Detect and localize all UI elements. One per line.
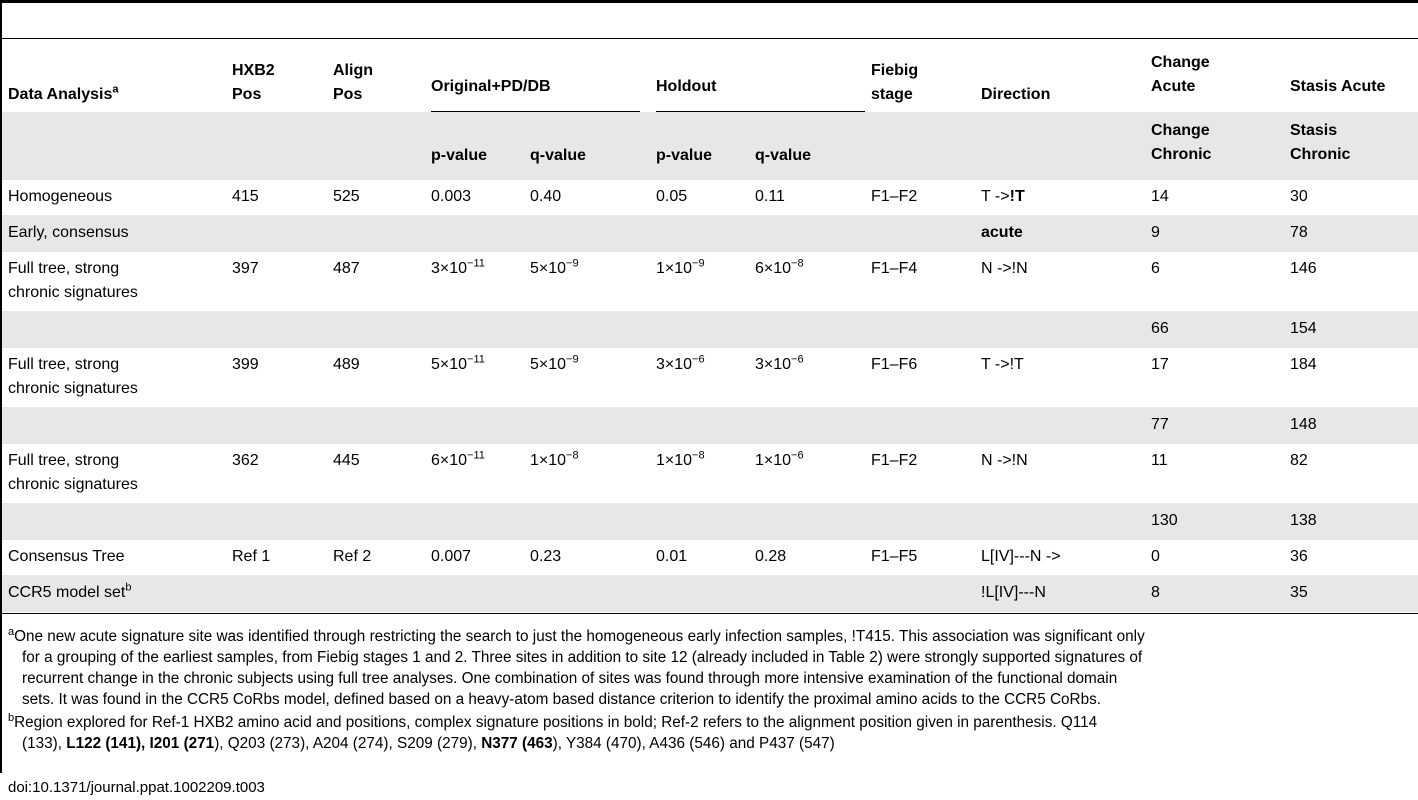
- row-band: [2, 311, 1418, 348]
- header-data-analysis: Data Analysis$^a$: [8, 83, 119, 103]
- cell-q-holdout: 0.11: [755, 188, 785, 205]
- row-band: [2, 575, 1418, 612]
- cell-direction: acute: [981, 224, 1023, 241]
- cell-direction: N ->!N: [981, 452, 1028, 469]
- cell-stasis: 138: [1290, 512, 1317, 529]
- row-band: [2, 407, 1418, 444]
- holdout-underline: [656, 111, 865, 112]
- cell-hxb2: Ref 1: [232, 548, 271, 565]
- cell-hxb2: 415: [232, 188, 259, 205]
- cell-change: 66: [1151, 320, 1169, 337]
- cell-fiebig: F1–F6: [871, 356, 918, 373]
- cell-change: 14: [1151, 188, 1169, 205]
- cell-align: 487: [333, 260, 360, 277]
- cell-q-holdout: 0.28: [755, 548, 787, 565]
- cell-direction: T ->!T: [981, 188, 1025, 205]
- cell-p-holdout: 0.01: [656, 548, 688, 565]
- header-pvalue: p-value: [431, 147, 488, 164]
- cell-align: 445: [333, 452, 360, 469]
- header-top-rule: [0, 38, 1418, 39]
- cell-stasis: 36: [1290, 548, 1308, 565]
- header-qvalue-holdout: q-value: [755, 147, 812, 164]
- cell-change: 77: [1151, 416, 1169, 433]
- cell-change: 130: [1151, 512, 1178, 529]
- cell-stasis: 78: [1290, 224, 1308, 241]
- cell-change: 8: [1151, 584, 1160, 601]
- cell-change: 17: [1151, 356, 1169, 373]
- cell-stasis: 146: [1290, 260, 1317, 277]
- cell-hxb2: 399: [232, 356, 259, 373]
- cell-p-original: 0.007: [431, 548, 472, 565]
- header-original: Original+PD/DB: [431, 78, 551, 95]
- header-stasis-acute: Stasis Acute: [1290, 78, 1386, 95]
- cell-p-holdout: $1\times 10^{-9}$: [656, 257, 705, 277]
- cell-q-original: $5\times 10^{-9}$: [530, 353, 579, 373]
- cell-q-original: 0.40: [530, 188, 562, 205]
- footnote-a: $^a$One new acute signature site was identified through restricting the search to just the homogeneous early infection samples, !T415. This association was significant only for a grouping of the earliest samples, from Fiebig stages 1 and 2. Three sites in addition to site 12 (already included in Table 2) were strongly supported signatures of recurrent change in the chronic subjects using full tree analyses. One combination of sites was found through more intensive examination of the functional domain sets. It was found in the CCR5 CoRbs model, defined based on a heavy-atom based distance criterion to identify the proximal amino acids to the CCR5 CoRbs.: [8, 625, 1145, 708]
- cell-direction: !L[IV]---N: [981, 584, 1046, 601]
- header-hxb2: HXB2 Pos: [232, 62, 275, 103]
- cell-q-holdout: $1\times 10^{-6}$: [755, 449, 804, 469]
- cell-change: 11: [1151, 452, 1168, 469]
- top-border: [0, 0, 1418, 3]
- header-change-chronic: Change Chronic: [1151, 122, 1212, 163]
- cell-q-original: $5\times 10^{-9}$: [530, 257, 579, 277]
- original-underline: [431, 111, 640, 112]
- cell-analysis: Consensus Tree: [8, 548, 125, 565]
- cell-p-original: $3\times 10^{-11}$: [431, 257, 485, 277]
- table-bottom-rule: [0, 613, 1418, 614]
- cell-p-holdout: $3\times 10^{-6}$: [656, 353, 705, 373]
- cell-stasis: 148: [1290, 416, 1317, 433]
- cell-q-original: $1\times 10^{-8}$: [530, 449, 579, 469]
- cell-align: Ref 2: [333, 548, 372, 565]
- cell-direction: N ->!N: [981, 260, 1028, 277]
- header-fiebig: Fiebig stage: [871, 62, 919, 103]
- cell-analysis: Early, consensus: [8, 224, 129, 241]
- doi-link[interactable]: doi:10.1371/journal.ppat.1002209.t003: [8, 779, 265, 796]
- header-change-acute: Change Acute: [1151, 54, 1210, 95]
- row-band: [2, 215, 1418, 252]
- row-band: [2, 503, 1418, 540]
- cell-hxb2: 397: [232, 260, 259, 277]
- cell-fiebig: F1–F2: [871, 452, 918, 469]
- header-align: Align Pos: [333, 62, 373, 103]
- cell-fiebig: F1–F4: [871, 260, 918, 277]
- cell-analysis: Homogeneous: [8, 188, 113, 205]
- cell-align: 525: [333, 188, 360, 205]
- cell-change: 6: [1151, 260, 1160, 277]
- cell-change: 9: [1151, 224, 1160, 241]
- cell-stasis: 82: [1290, 452, 1308, 469]
- cell-change: 0: [1151, 548, 1160, 565]
- cell-q-holdout: $3\times 10^{-6}$: [755, 353, 804, 373]
- cell-p-original: $5\times 10^{-11}$: [431, 353, 485, 373]
- cell-stasis: 30: [1290, 188, 1308, 205]
- header-direction: Direction: [981, 86, 1051, 103]
- cell-direction: T ->!T: [981, 356, 1024, 373]
- header-stasis-chronic: Stasis Chronic: [1290, 122, 1351, 163]
- cell-analysis: CCR5 model set$^b$: [8, 581, 132, 601]
- cell-fiebig: F1–F5: [871, 548, 918, 565]
- cell-analysis: Full tree, strong chronic signatures: [8, 452, 138, 493]
- cell-fiebig: F1–F2: [871, 188, 918, 205]
- cell-q-original: 0.23: [530, 548, 562, 565]
- header-pvalue-holdout: p-value: [656, 147, 713, 164]
- cell-align: 489: [333, 356, 360, 373]
- cell-q-holdout: $6\times 10^{-8}$: [755, 257, 804, 277]
- cell-stasis: 184: [1290, 356, 1317, 373]
- header-holdout: Holdout: [656, 78, 717, 95]
- cell-p-holdout: $1\times 10^{-8}$: [656, 449, 705, 469]
- cell-p-holdout: 0.05: [656, 188, 688, 205]
- cell-analysis: Full tree, strong chronic signatures: [8, 356, 138, 397]
- cell-p-original: 0.003: [431, 188, 472, 205]
- cell-p-original: $6\times 10^{-11}$: [431, 449, 485, 469]
- cell-stasis: 154: [1290, 320, 1317, 337]
- cell-stasis: 35: [1290, 584, 1308, 601]
- header-qvalue: q-value: [530, 147, 587, 164]
- cell-direction: L[IV]---N ->: [981, 548, 1061, 565]
- cell-analysis: Full tree, strong chronic signatures: [8, 260, 138, 301]
- cell-hxb2: 362: [232, 452, 259, 469]
- footnote-b: $^b$Region explored for Ref-1 HXB2 amino acid and positions, complex signature positions in bold; Ref-2 refers to the alignment position given in parenthesis. Q114 (133), L122 (141), I201 (271), Q203 (273), A204 (274), S209 (279), N377 (463), Y384 (470), A436 (546) and P437 (547): [8, 711, 1098, 752]
